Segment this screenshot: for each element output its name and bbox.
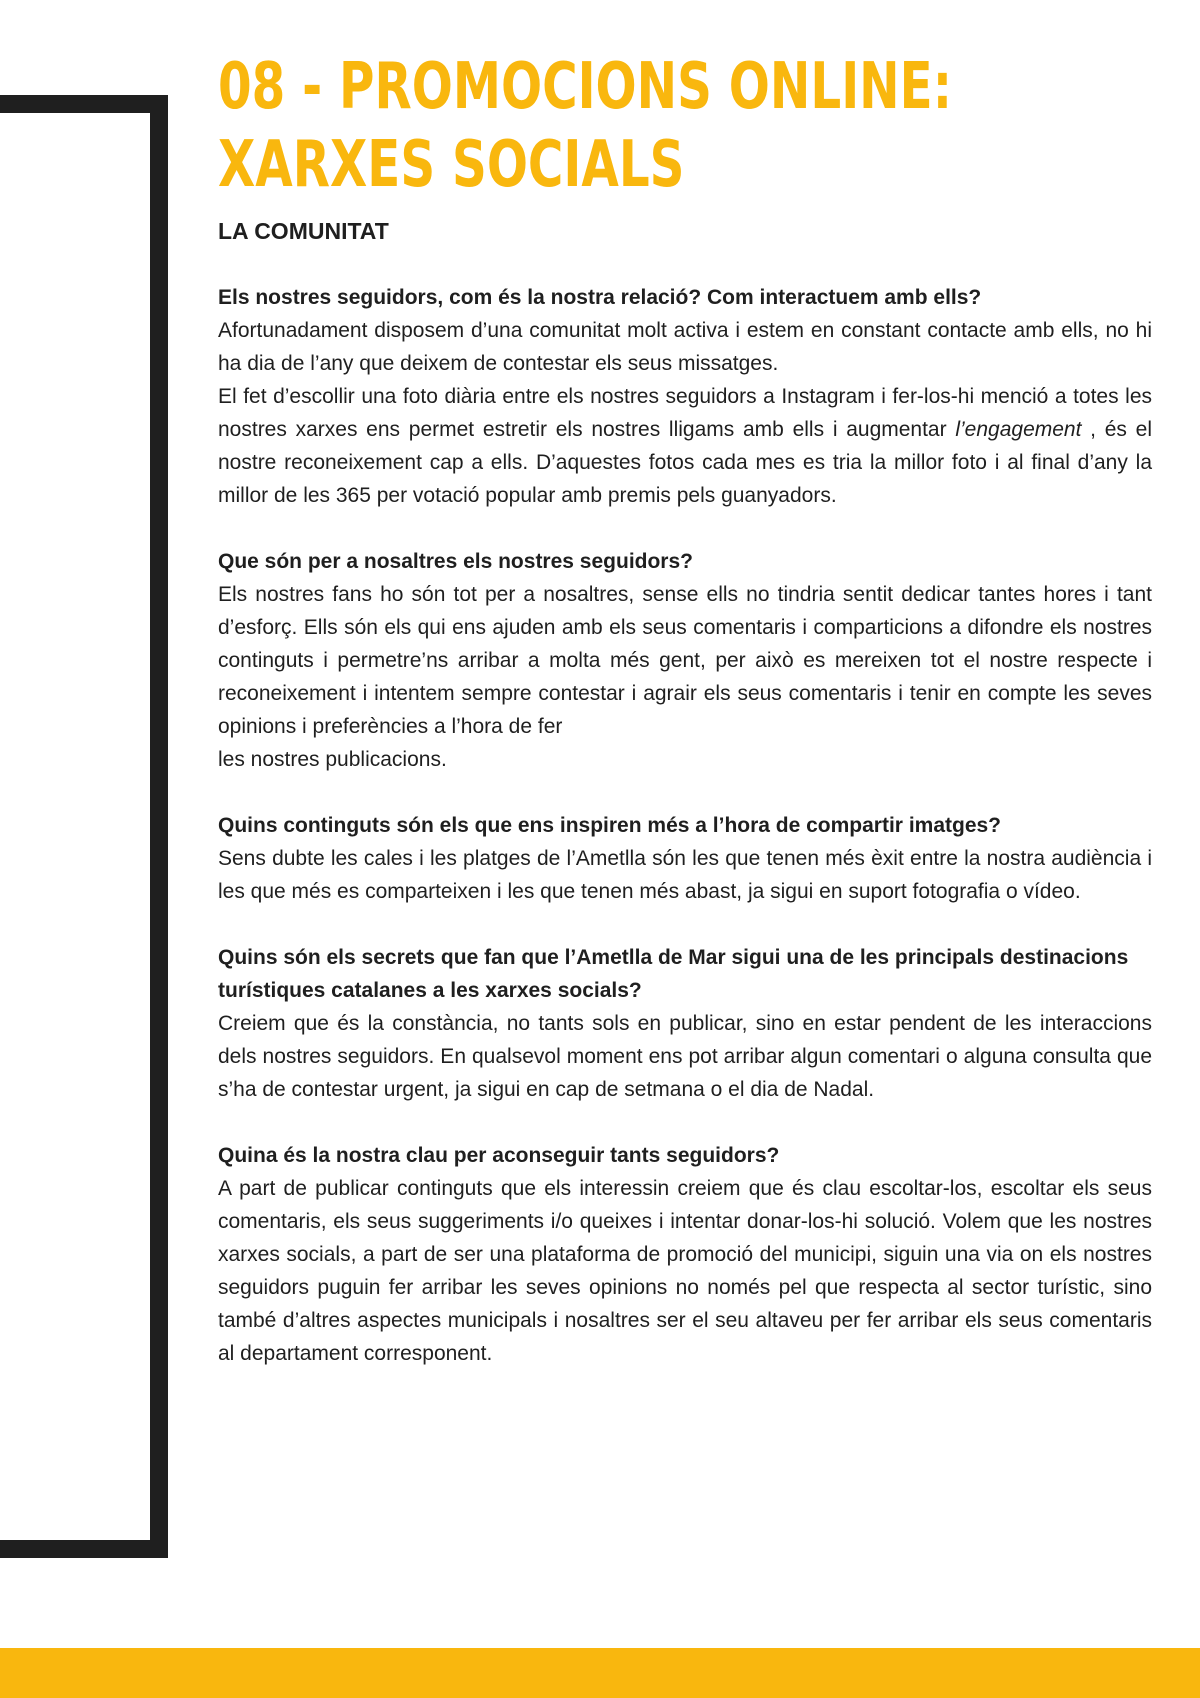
section-subtitle: LA COMUNITAT: [218, 218, 389, 244]
answer-1-text-a: El fet d’escollir una foto diària entre els nostres seguidors a Instagram i fer-los-hi menció a totes les nostres xarxes ens permet estretir els nostres lligams amb ells i augmentar: [218, 385, 1152, 441]
bottom-accent-bar: [0, 1648, 1200, 1698]
answer-1-term-engagement: l’engagement: [955, 418, 1082, 441]
answer-5-paragraph-1: A part de publicar continguts que els interessin creiem que és clau escoltar-los, escoltar els seus comentaris, els seus suggeriments i/o queixes i intentar donar-los-hi solució. Volem que les nostres xarxes socials, a part de ser una plataforma de promoció del municipi, siguin una via on els nostres seguidors puguin fer arribar les seves opinions no només pel que respecta al sector turístic, sino també d’altres aspectes municipals i nosaltres ser el seu altaveu per fer arribar els seus comentaris al departament corresponent.: [218, 1177, 1152, 1365]
qa-section-3: [218, 809, 1152, 908]
question-2: Que són per a nosaltres els nostres seguidors?: [218, 550, 693, 573]
question-5: Quina és la nostra clau per aconseguir tants seguidors?: [218, 1144, 780, 1167]
qa-section-1: [218, 281, 1152, 512]
answer-2-paragraph-2: les nostres publicacions.: [218, 748, 447, 771]
qa-section-5: [218, 1139, 1152, 1370]
page-content: [218, 48, 1152, 1370]
answer-3-paragraph-1: Sens dubte les cales i les platges de l’Ametlla són les que tenen més èxit entre la nostra audiència i les que més es comparteixen i les que tenen més abast, ja sigui en suport fotografia o vídeo.: [218, 847, 1152, 903]
answer-1-text-b: , és el nostre reconeixement cap a ells. D’aquestes fotos cada mes es tria la millor foto i al final d’any la millor de les 365 per votació popular amb premis pels guanyadors.: [218, 418, 1152, 507]
qa-section-2: [218, 545, 1152, 776]
answer-1-paragraph-1: Afortunadament disposem d’una comunitat molt activa i estem en constant contacte amb ells, no hi ha dia de l’any que deixem de contestar els seus missatges.: [218, 319, 1152, 375]
answer-4-paragraph-1: Creiem que és la constància, no tants sols en publicar, sino en estar pendent de les interaccions dels nostres seguidors. En qualsevol moment ens pot arribar algun comentari o alguna consulta que s’ha de contestar urgent, ja sigui en cap de setmana o el dia de Nadal.: [218, 1012, 1152, 1101]
page-title: [218, 48, 1150, 204]
qa-section-4: [218, 941, 1152, 1106]
question-4: Quins són els secrets que fan que l’Ametlla de Mar sigui una de les principals destinacions turístiques catalanes a les xarxes socials?: [218, 946, 1129, 1002]
answer-2-paragraph-1: Els nostres fans ho són tot per a nosaltres, sense ells no tindria sentit dedicar tantes hores i tant d’esforç. Ells són els qui ens ajuden amb els seus comentaris i comparticions a difondre els nostres continguts i permetre’ns arribar a molta més gent, per això es mereixen tot el nostre respecte i reconeixement i intentem sempre contestar i agrair els seus comentaris i tenir en compte les seves opinions i preferències a l’hora de fer: [218, 583, 1152, 738]
answer-1-paragraph-2: [218, 380, 1152, 512]
title-line-1: 08 - PROMOCIONS ONLINE:: [218, 50, 953, 124]
title-line-2: XARXES SOCIALS: [218, 128, 685, 202]
decorative-frame: [0, 95, 168, 1558]
question-3: Quins continguts són els que ens inspiren més a l’hora de compartir imatges?: [218, 814, 1002, 837]
question-1: Els nostres seguidors, com és la nostra relació? Com interactuem amb ells?: [218, 286, 982, 309]
